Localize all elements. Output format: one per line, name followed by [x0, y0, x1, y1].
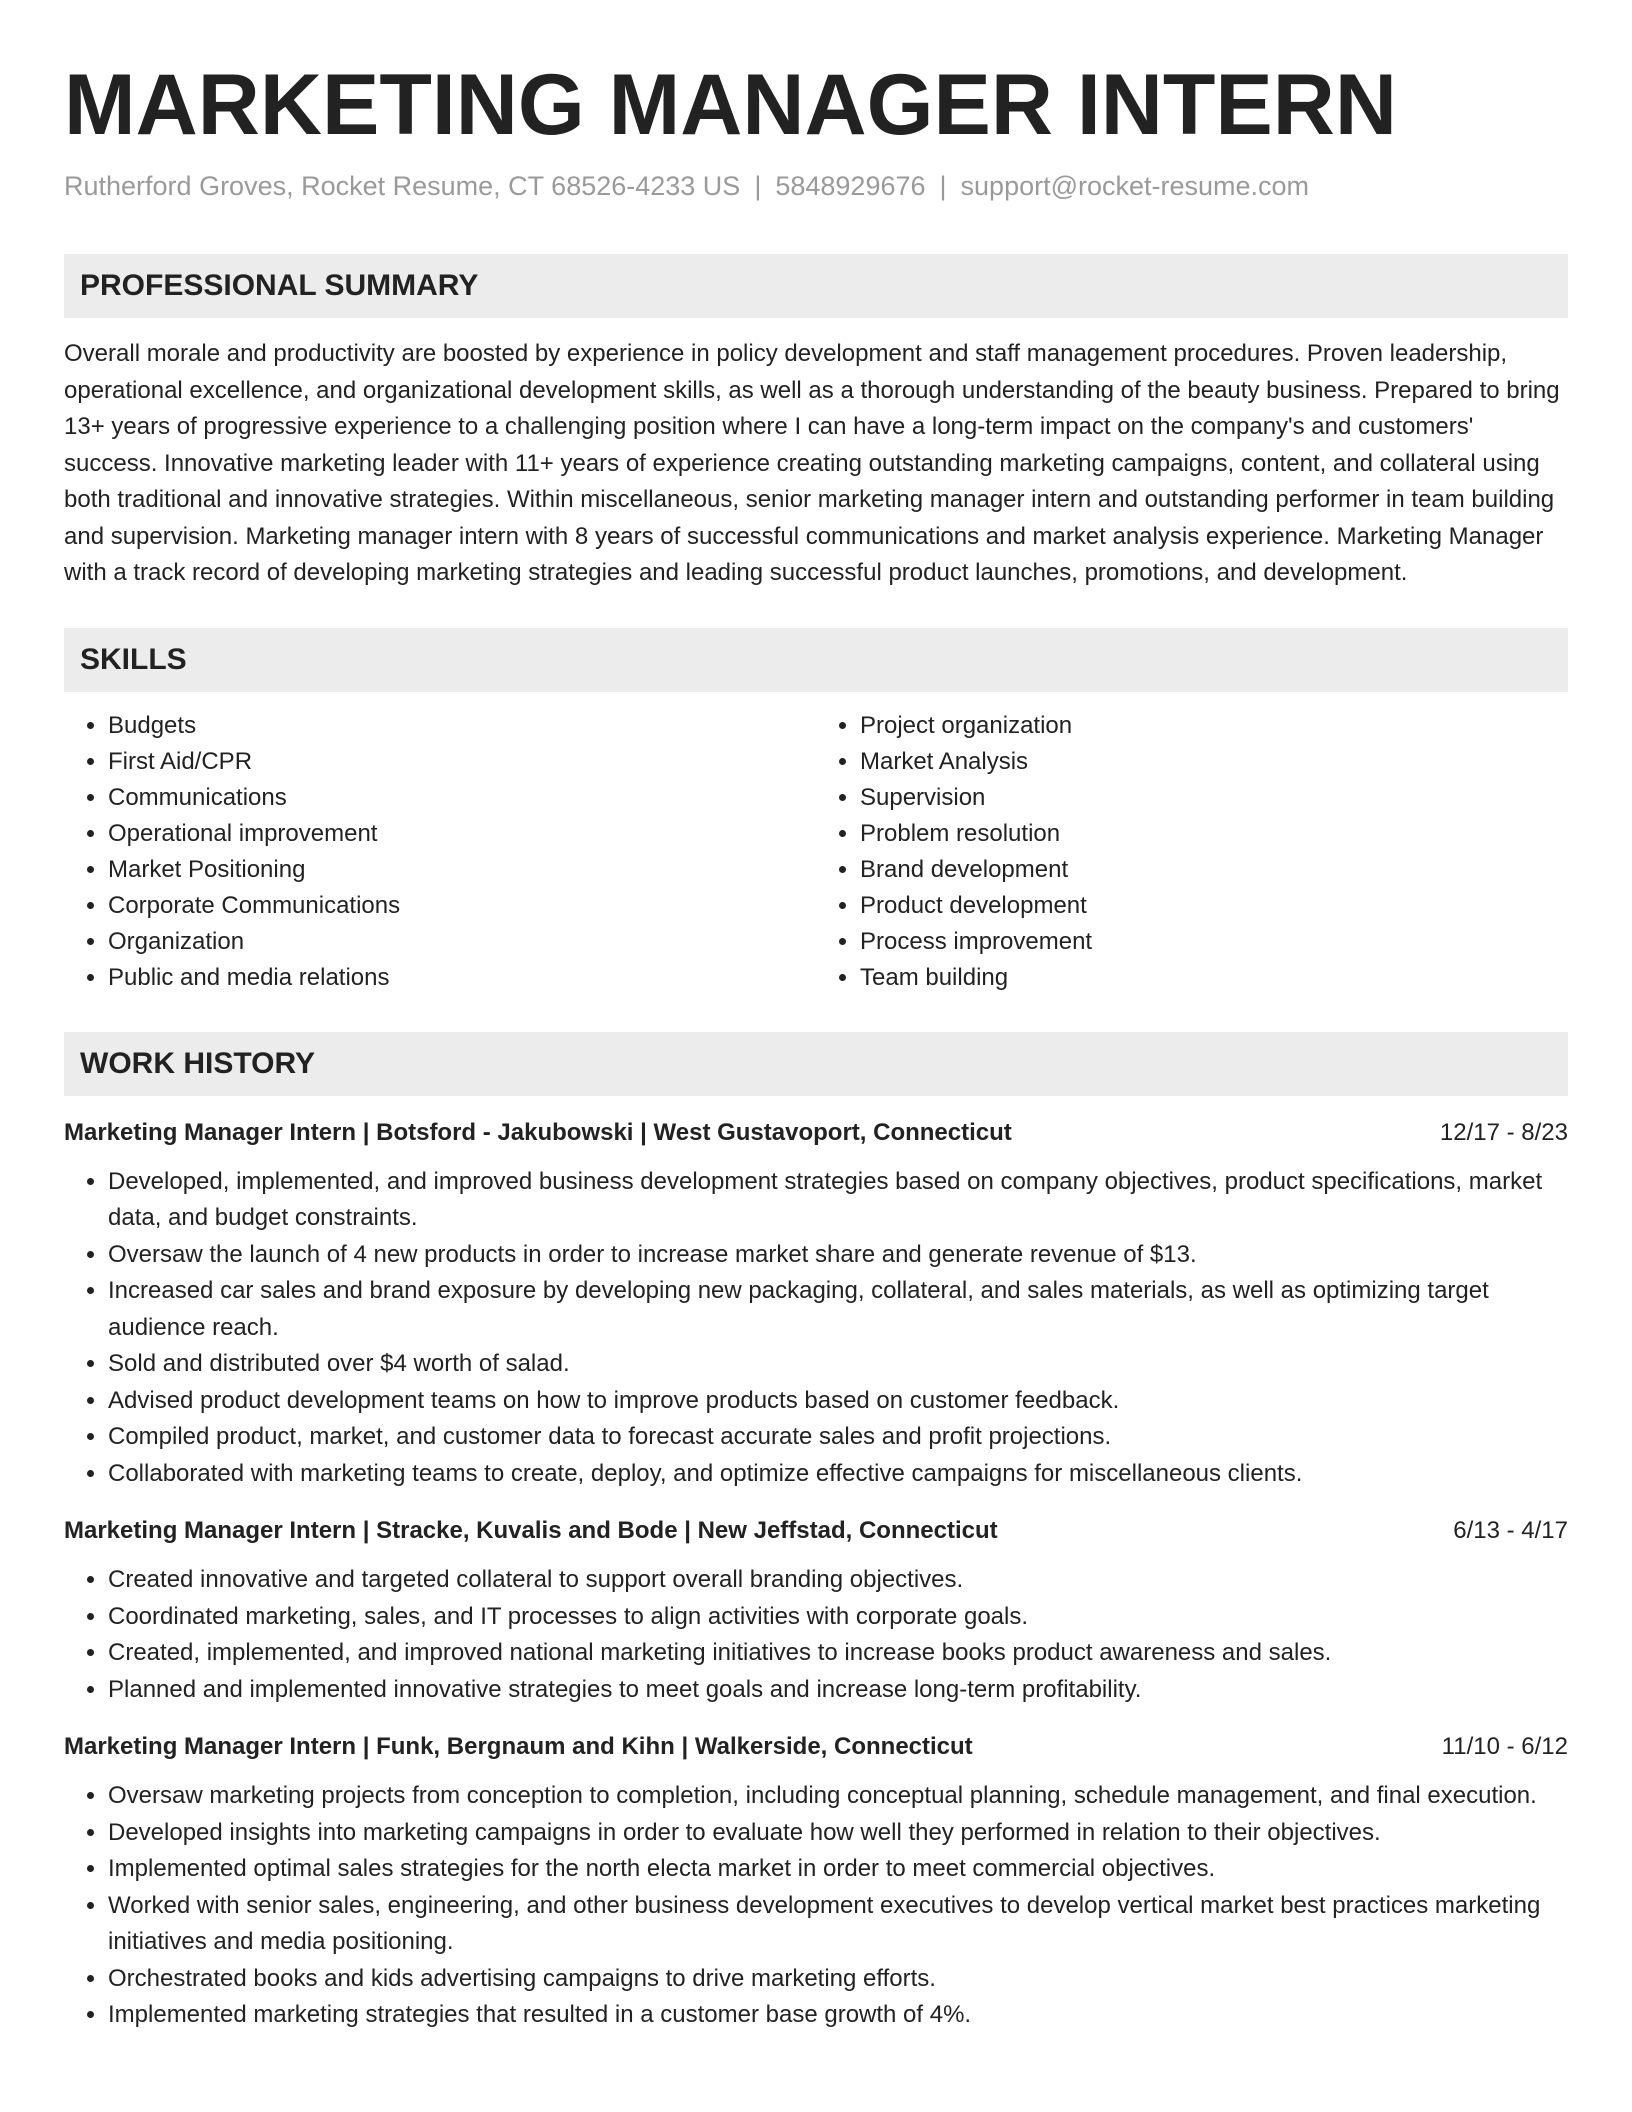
skill-item: • Brand development — [860, 852, 1568, 888]
skill-item: • Operational improvement — [108, 816, 816, 852]
summary-text: Overall morale and productivity are boosted by experience in policy development and staff management procedures. Proven leadership, operational excellence, and organizational development skills, as well as a thorough understanding of the beauty business. Prepared to bring 13+ years of progressive experience to a challenging position where I can have a long-term impact on the company's and customers' success. Innovative marketing leader with 11+ years of experience creating outstanding marketing campaigns, content, and collateral using both traditional and innovative strategies. Within miscellaneous, senior marketing manager intern and outstanding performer in team building and supervision. Marketing manager intern with 8 years of successful communications and market analysis experience. Marketing Manager with a track record of developing marketing strategies and leading successful product launches, promotions, and development. — [64, 340, 1560, 587]
job-heading: Marketing Manager Intern | Stracke, Kuvalis and Bode | New Jeffstad, Connecticut — [64, 1517, 998, 1545]
job-bullet: • Implemented optimal sales strategies for the north electa market in order to meet commercial objectives. — [108, 1851, 1568, 1888]
job-bullet: • Developed insights into marketing campaigns in order to evaluate how well they performed in relation to their objectives. — [108, 1815, 1568, 1852]
job-bullet: • Developed, implemented, and improved business development strategies based on company objectives, product specifications, market data, and budget constraints. — [108, 1164, 1568, 1237]
contact-address: Rutherford Groves, Rocket Resume, CT 68526-4233 US — [64, 171, 741, 201]
job-bullets — [64, 1164, 1568, 1493]
job-bullet: • Increased car sales and brand exposure by developing new packaging, collateral, and sales materials, as well as optimizing target audience reach. — [108, 1273, 1568, 1346]
job-bullets — [64, 1562, 1568, 1708]
contact-email: support@rocket-resume.com — [960, 171, 1310, 201]
skill-item: • First Aid/CPR — [108, 744, 816, 780]
section-header-summary: PROFESSIONAL SUMMARY — [64, 254, 1568, 318]
job-heading: Marketing Manager Intern | Funk, Bergnaum and Kihn | Walkerside, Connecticut — [64, 1733, 973, 1761]
skill-item: • Project organization — [860, 708, 1568, 744]
contact-separator: | — [939, 171, 947, 201]
skill-item: • Supervision — [860, 780, 1568, 816]
skills-column-right — [816, 708, 1568, 996]
skills-list — [64, 708, 1568, 996]
job-bullets — [64, 1778, 1568, 2034]
job-entry — [64, 1730, 1568, 2034]
job-bullet: • Coordinated marketing, sales, and IT processes to align activities with corporate goals. — [108, 1599, 1568, 1636]
skill-item: • Team building — [860, 960, 1568, 996]
contact-phone: 5848929676 — [775, 171, 926, 201]
job-bullet: • Created, implemented, and improved national marketing initiatives to increase books product awareness and sales. — [108, 1635, 1568, 1672]
job-bullet: • Orchestrated books and kids advertising campaigns to drive marketing efforts. — [108, 1961, 1568, 1998]
skill-item: • Problem resolution — [860, 816, 1568, 852]
job-bullet: • Advised product development teams on how to improve products based on customer feedback. — [108, 1383, 1568, 1420]
candidate-title: MARKETING MANAGER INTERN — [64, 57, 1397, 153]
job-header — [64, 1116, 1568, 1150]
contact-line — [64, 170, 1568, 202]
job-dates: 12/17 - 8/23 — [1439, 1118, 1568, 1146]
skill-item: • Budgets — [108, 708, 816, 744]
job-entry — [64, 1514, 1568, 1708]
job-dates: 6/13 - 4/17 — [1453, 1517, 1568, 1545]
job-bullet: • Collaborated with marketing teams to create, deploy, and optimize effective campaigns for miscellaneous clients. — [108, 1456, 1568, 1493]
job-bullet: • Compiled product, market, and customer data to forecast accurate sales and profit projections. — [108, 1419, 1568, 1456]
job-entry — [64, 1116, 1568, 1493]
skill-item: • Process improvement — [860, 924, 1568, 960]
job-bullet: • Created innovative and targeted collateral to support overall branding objectives. — [108, 1562, 1568, 1599]
section-header-skills: SKILLS — [64, 628, 1568, 692]
contact-separator: | — [754, 171, 762, 201]
skills-column-left — [64, 708, 816, 996]
job-heading: Marketing Manager Intern | Botsford - Jakubowski | West Gustavoport, Connecticut — [64, 1118, 1012, 1146]
job-bullet: • Worked with senior sales, engineering, and other business development executives to develop vertical market best practices marketing initiatives and media positioning. — [108, 1888, 1568, 1961]
skill-item: • Market Positioning — [108, 852, 816, 888]
skill-item: • Organization — [108, 924, 816, 960]
job-bullet: • Implemented marketing strategies that resulted in a customer base growth of 4%. — [108, 1997, 1568, 2034]
skill-item: • Public and media relations — [108, 960, 816, 996]
job-bullet: • Planned and implemented innovative strategies to meet goals and increase long-term profitability. — [108, 1672, 1568, 1709]
job-dates: 11/10 - 6/12 — [1441, 1733, 1568, 1761]
skill-item: • Communications — [108, 780, 816, 816]
job-bullet: • Oversaw the launch of 4 new products in order to increase market share and generate revenue of $13. — [108, 1237, 1568, 1274]
skill-item: • Corporate Communications — [108, 888, 816, 924]
job-header — [64, 1514, 1568, 1548]
section-header-work-history: WORK HISTORY — [64, 1032, 1568, 1096]
job-header — [64, 1730, 1568, 1764]
job-bullet: • Oversaw marketing projects from conception to completion, including conceptual planning, schedule management, and final execution. — [108, 1778, 1568, 1815]
job-bullet: • Sold and distributed over $4 worth of salad. — [108, 1346, 1568, 1383]
skill-item: • Market Analysis — [860, 744, 1568, 780]
skill-item: • Product development — [860, 888, 1568, 924]
